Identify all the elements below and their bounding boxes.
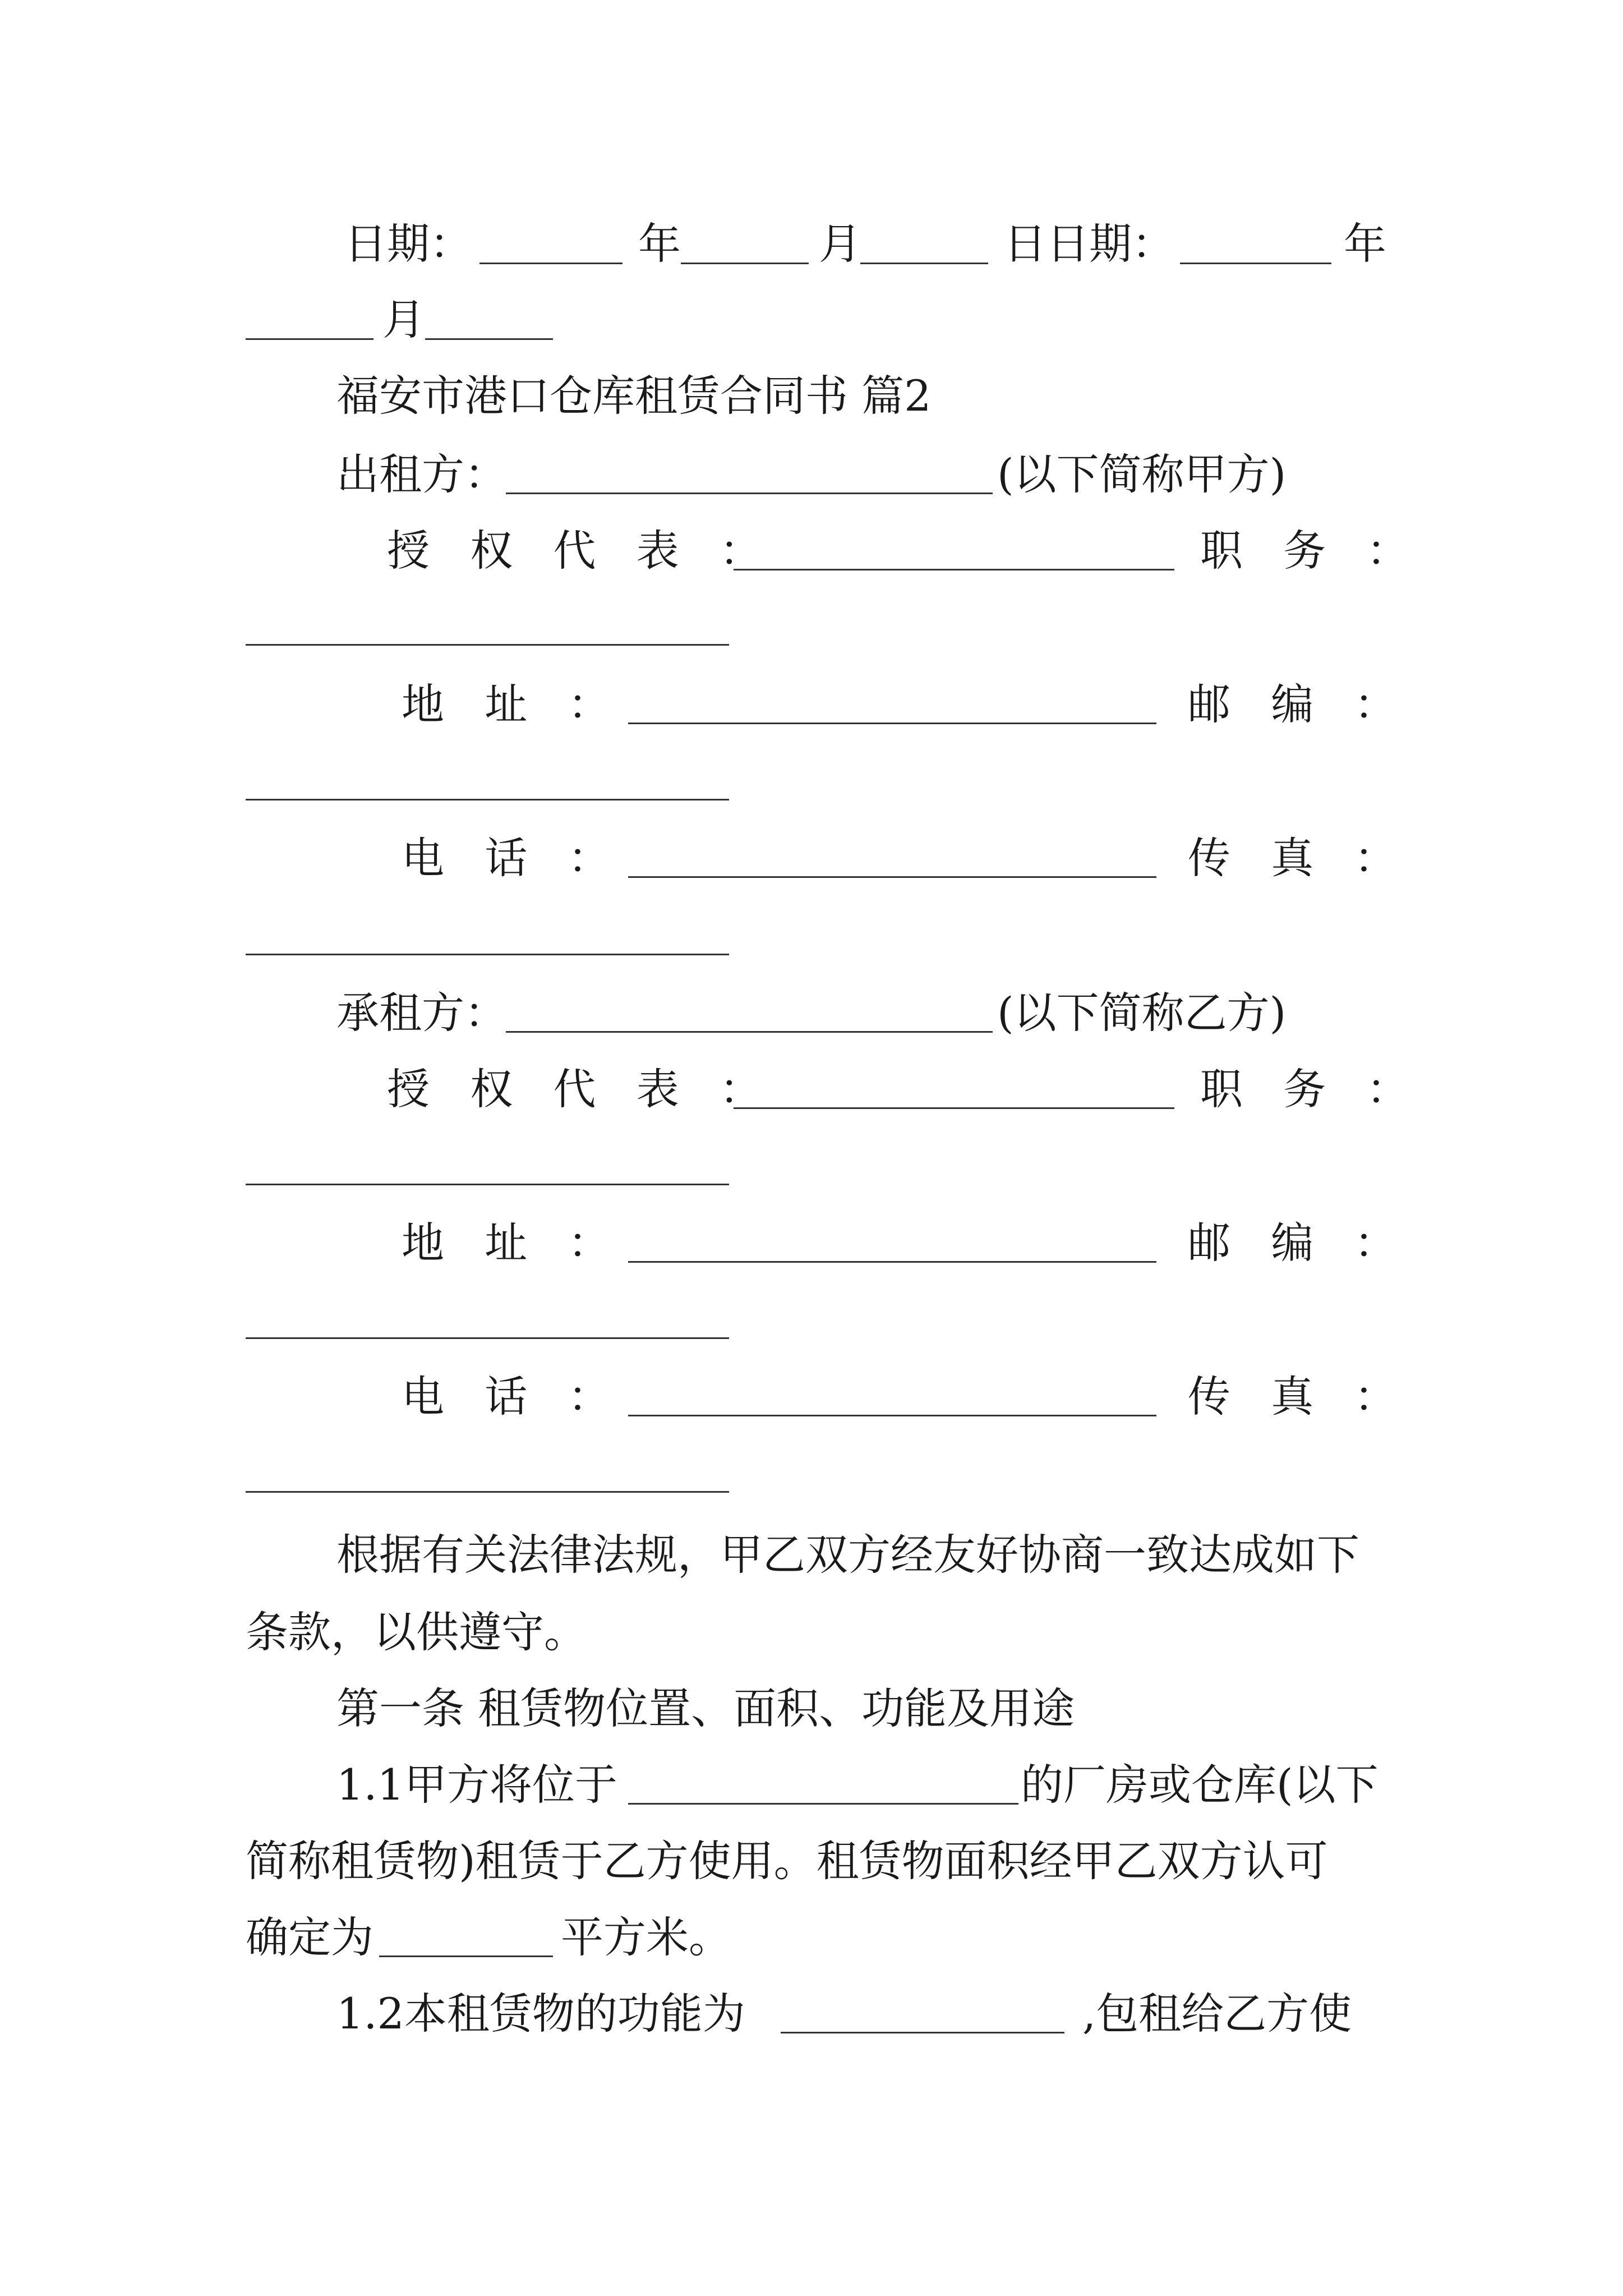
lessor-title-label: 职务：: [1200, 526, 1450, 576]
lessor-rep-blank[interactable]: [734, 569, 1174, 570]
lessee-fax-blank[interactable]: [246, 1491, 729, 1493]
lessee-phone-blank[interactable]: [628, 1415, 1156, 1416]
month2-label: 月: [382, 295, 425, 344]
year2-blank[interactable]: [1180, 263, 1331, 264]
lessee-address-label: 地址：: [402, 1218, 651, 1268]
clause-1-1-area-blank[interactable]: [379, 1955, 553, 1957]
section-title: 福安市港口仓库租赁合同书 篇2: [336, 371, 932, 421]
date-label: 日期：: [344, 219, 472, 269]
year-label: 年: [638, 219, 681, 269]
lessor-fax-label: 传真：: [1188, 833, 1437, 883]
clause-1-1-start: 1.1甲方将位于: [336, 1760, 617, 1810]
lessee-suffix: (以下简称乙方): [997, 988, 1287, 1038]
lessee-name-blank[interactable]: [506, 1031, 993, 1033]
lessee-postcode-label: 邮编：: [1188, 1218, 1437, 1268]
lessee-postcode-blank[interactable]: [246, 1337, 729, 1339]
clause-1-2-function-blank[interactable]: [781, 2032, 1064, 2033]
clause-1-1-line-3-end: 平方米。: [561, 1912, 731, 1962]
lessor-postcode-blank[interactable]: [246, 799, 729, 800]
clause-1-2-start: 1.2本租赁物的功能为: [336, 1989, 745, 2039]
lessor-label: 出租方：: [336, 449, 507, 499]
year-blank[interactable]: [479, 263, 623, 264]
lessee-fax-label: 传真：: [1188, 1372, 1437, 1421]
lessor-address-blank[interactable]: [628, 723, 1156, 724]
lessor-postcode-label: 邮编：: [1188, 679, 1437, 729]
lessee-title-blank[interactable]: [246, 1184, 729, 1185]
day-date-label: 日日期：: [1004, 219, 1174, 269]
lessor-rep-label: 授权代表：: [387, 526, 803, 576]
lessor-address-label: 地址：: [402, 679, 651, 729]
day-blank[interactable]: [860, 263, 988, 264]
article1-title: 第一条 租赁物位置、面积、功能及用途: [336, 1683, 1075, 1733]
intro-line-1: 根据有关法律法规，甲乙双方经友好协商一致达成如下: [336, 1530, 1359, 1580]
lessor-suffix: (以下简称甲方): [997, 449, 1287, 499]
clause-1-1-line-2: 简称租赁物)租赁于乙方使用。租赁物面积经甲乙双方认可: [246, 1836, 1328, 1886]
lessee-rep-blank[interactable]: [734, 1107, 1174, 1109]
lessor-fax-blank[interactable]: [246, 954, 729, 955]
month-label: 月: [819, 219, 861, 269]
lessor-phone-label: 电话：: [402, 833, 651, 883]
lessee-phone-label: 电话：: [402, 1372, 651, 1421]
lessee-rep-label: 授权代表：: [387, 1064, 803, 1114]
month2-blank[interactable]: [425, 338, 553, 340]
lessee-label: 承租方：: [336, 988, 507, 1038]
lessor-title-blank[interactable]: [246, 644, 729, 646]
clause-1-1-location-blank[interactable]: [628, 1803, 1018, 1805]
intro-line-2: 条款，以供遵守。: [246, 1607, 587, 1657]
lessee-address-blank[interactable]: [628, 1261, 1156, 1263]
month-blank[interactable]: [681, 263, 809, 264]
lessee-title-label: 职务：: [1200, 1064, 1450, 1114]
lessor-phone-blank[interactable]: [628, 876, 1156, 878]
clause-1-1-end: 的厂房或仓库(以下: [1021, 1760, 1378, 1810]
month2-lead-blank[interactable]: [246, 338, 374, 340]
year2-label: 年: [1344, 219, 1386, 269]
clause-1-1-line-3-start: 确定为: [246, 1912, 374, 1962]
lessor-name-blank[interactable]: [506, 493, 993, 494]
clause-1-2-end: ,包租给乙方使: [1082, 1989, 1352, 2039]
